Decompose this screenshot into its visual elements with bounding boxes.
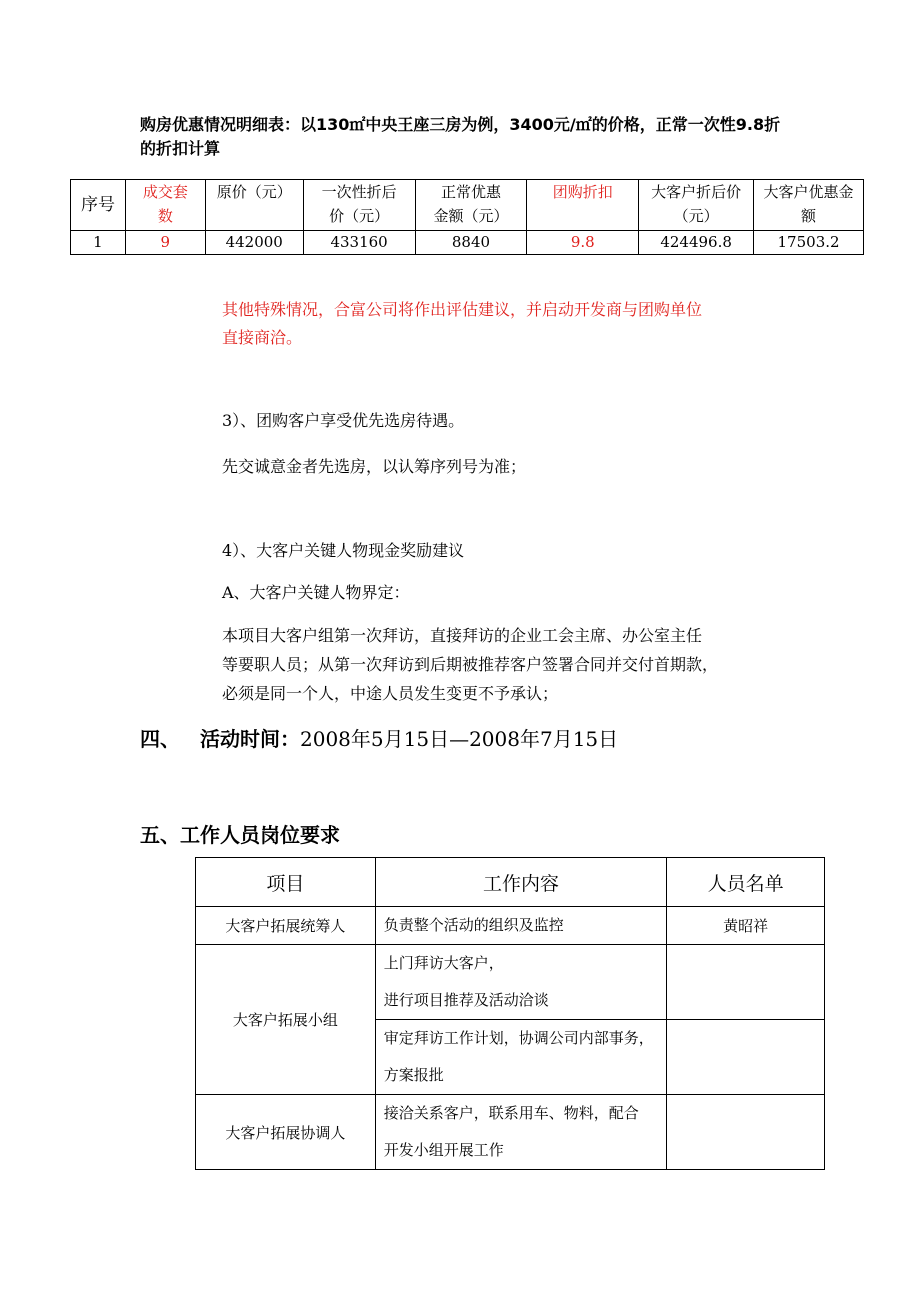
header-vip-discount: 大客户优惠金 额 [754,180,864,231]
header-normal-discount: 正常优惠 金额（元） [415,180,527,231]
cell-seq: 1 [71,231,126,255]
table-row [71,231,864,255]
staff-table [195,857,825,1170]
header-names: 人员名单 [667,858,825,907]
table-intro: 购房优惠情况明细表：以130㎡中央王座三房为例，3400元/㎡的价格，正常一次性9.8折的折扣计算 [140,115,781,158]
cell-content: 接洽关系客户，联系用车、物料，配合 开发小组开展工作 [375,1095,667,1170]
table-row [196,945,825,1020]
cell-content: 审定拜访工作计划，协调公司内部事务， 方案报批 [375,1020,667,1095]
cell-units: 9 [125,231,205,255]
header-group-discount: 团购折扣 [527,180,639,231]
section4-title: 4）、大客户关键人物现金奖励建议 [222,541,465,560]
section4-a: A、大客户关键人物界定： [222,583,410,602]
heading-staff-requirements: 五、工作人员岗位要求 [140,823,340,847]
table-row [196,907,825,945]
cell-item: 大客户拓展协调人 [196,1095,376,1170]
header-vip-price: 大客户折后价 （元） [639,180,754,231]
discount-table [70,179,864,255]
header-content: 工作内容 [375,858,667,907]
section4-body: 本项目大客户组第一次拜访，直接拜访的企业工会主席、办公室主任 等要职人员；从第一次拜访到后期被推荐客户签署合同并交付首期款， 必须是同一个人，中途人员发生变更不予承认； [222,626,719,703]
cell-vip-discount: 17503.2 [754,231,864,255]
cell-name: 黄昭祥 [667,907,825,945]
cell-item: 大客户拓展统筹人 [196,907,376,945]
cell-name [667,1020,825,1095]
cell-vip-price: 424496.8 [639,231,754,255]
heading-activity-time: 四、 活动时间：2008年5月15日—2008年7月15日 [140,727,619,751]
special-case-note: 其他特殊情况，合富公司将作出评估建议，并启动开发商与团购单位 直接商洽。 [222,300,703,347]
cell-name [667,945,825,1020]
cell-content: 上门拜访大客户， 进行项目推荐及活动洽谈 [375,945,667,1020]
section3-body: 先交诚意金者先选房，以认筹序列号为准； [222,457,527,476]
cell-content: 负责整个活动的组织及监控 [375,907,667,945]
section3-title: 3）、团购客户享受优先选房待遇。 [222,411,465,430]
cell-name [667,1095,825,1170]
header-item: 项目 [196,858,376,907]
cell-lump-sum-price: 433160 [303,231,415,255]
cell-normal-discount: 8840 [415,231,527,255]
header-seq: 序号 [71,180,126,231]
cell-original-price: 442000 [205,231,303,255]
header-original-price: 原价（元） [205,180,303,231]
staff-header-row [196,858,825,907]
header-lump-sum-price: 一次性折后 价（元） [303,180,415,231]
cell-group-discount: 9.8 [527,231,639,255]
header-units: 成交套 数 [125,180,205,231]
table-header-row [71,180,864,231]
table-row [196,1095,825,1170]
cell-item: 大客户拓展小组 [196,945,376,1095]
